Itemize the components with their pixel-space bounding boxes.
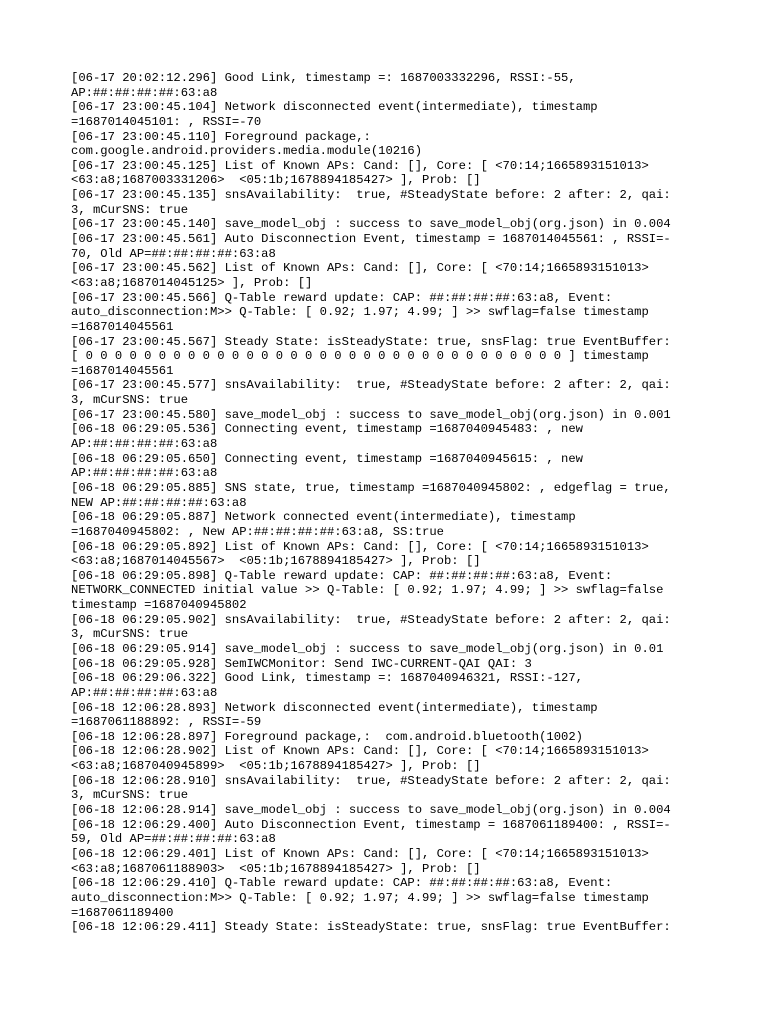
log-document — [71, 71, 711, 935]
log-line: auto_disconnection:M>> Q-Table: [ 0.92; 1.97; 4.99; ] >> swflag=false timestamp — [71, 890, 649, 905]
log-line: [06-18 12:06:28.893] Network disconnected event(intermediate), timestamp — [71, 700, 598, 715]
log-line: [06-17 23:00:45.104] Network disconnected event(intermediate), timestamp — [71, 100, 598, 115]
log-line: 3, mCurSNS: true — [71, 202, 189, 217]
log-line: 3, mCurSNS: true — [71, 627, 189, 642]
log-line: [06-18 12:06:28.910] snsAvailability: true, #SteadyState before: 2 after: 2, qai: — [71, 773, 671, 788]
log-line: [06-17 23:00:45.125] List of Known APs: Cand: [], Core: [ <70:14;1665893151013> — [71, 158, 649, 173]
log-line: [06-18 06:29:05.650] Connecting event, timestamp =1687040945615: , new — [71, 451, 583, 466]
log-line: NETWORK_CONNECTED initial value >> Q-Table: [ 0.92; 1.97; 4.99; ] >> swflag=false — [71, 583, 664, 598]
log-line: [06-17 23:00:45.135] snsAvailability: true, #SteadyState before: 2 after: 2, qai: — [71, 188, 671, 203]
log-line: <63:a8;1687061188903> <05:1b;1678894185427> ], Prob: [] — [71, 861, 481, 876]
log-line: 59, Old AP=##:##:##:##:63:a8 — [71, 832, 276, 847]
log-line: [06-18 12:06:28.897] Foreground package,: com.android.bluetooth(1002) — [71, 729, 583, 744]
log-line: [06-18 06:29:05.902] snsAvailability: true, #SteadyState before: 2 after: 2, qai: — [71, 612, 671, 627]
log-line: [06-17 23:00:45.110] Foreground package,: — [71, 129, 371, 144]
log-line: [06-18 06:29:05.914] save_model_obj : success to save_model_obj(org.json) in 0.01 — [71, 641, 664, 656]
log-line: [06-18 12:06:28.914] save_model_obj : success to save_model_obj(org.json) in 0.004 — [71, 803, 671, 818]
log-line: [06-18 12:06:28.902] List of Known APs: Cand: [], Core: [ <70:14;1665893151013> — [71, 744, 649, 759]
log-line: [ 0 0 0 0 0 0 0 0 0 0 0 0 0 0 0 0 0 0 0 0 0 0 0 0 0 0 0 0 0 0 0 0 0 ] timestamp — [71, 349, 649, 364]
log-line: [06-17 23:00:45.580] save_model_obj : success to save_model_obj(org.json) in 0.001 — [71, 407, 671, 422]
log-line: [06-18 12:06:29.401] List of Known APs: Cand: [], Core: [ <70:14;1665893151013> — [71, 846, 649, 861]
log-line: 70, Old AP=##:##:##:##:63:a8 — [71, 246, 276, 261]
log-line: timestamp =1687040945802 — [71, 598, 247, 613]
log-line: [06-17 23:00:45.567] Steady State: isSteadyState: true, snsFlag: true EventBuffer: — [71, 334, 671, 349]
log-line: =1687014045561 — [71, 363, 174, 378]
log-line: 3, mCurSNS: true — [71, 788, 189, 803]
log-line: [06-18 06:29:05.892] List of Known APs: Cand: [], Core: [ <70:14;1665893151013> — [71, 539, 649, 554]
log-line: [06-17 23:00:45.577] snsAvailability: true, #SteadyState before: 2 after: 2, qai: — [71, 378, 671, 393]
log-line: AP:##:##:##:##:63:a8 — [71, 437, 218, 452]
log-line: [06-18 12:06:29.400] Auto Disconnection Event, timestamp = 1687061189400: , RSSI=- — [71, 817, 671, 832]
log-line: <63:a8;1687014045567> <05:1b;1678894185427> ], Prob: [] — [71, 554, 481, 569]
log-line: =1687040945802: , New AP:##:##:##:##:63:a8, SS:true — [71, 524, 444, 539]
log-line: AP:##:##:##:##:63:a8 — [71, 685, 218, 700]
log-line: =1687061189400 — [71, 905, 174, 920]
log-line: [06-17 23:00:45.561] Auto Disconnection Event, timestamp = 1687014045561: , RSSI=- — [71, 232, 671, 247]
log-line: [06-18 06:29:05.887] Network connected event(intermediate), timestamp — [71, 510, 576, 525]
log-line: [06-17 23:00:45.140] save_model_obj : success to save_model_obj(org.json) in 0.004 — [71, 217, 671, 232]
log-line: AP:##:##:##:##:63:a8 — [71, 466, 218, 481]
log-line: 3, mCurSNS: true — [71, 393, 189, 408]
log-line: com.google.android.providers.media.module(10216) — [71, 144, 423, 159]
log-line: auto_disconnection:M>> Q-Table: [ 0.92; 1.97; 4.99; ] >> swflag=false timestamp — [71, 305, 649, 320]
log-line: NEW AP:##:##:##:##:63:a8 — [71, 495, 247, 510]
log-line: [06-18 12:06:29.410] Q-Table reward update: CAP: ##:##:##:##:63:a8, Event: — [71, 876, 613, 891]
log-line: [06-18 06:29:06.322] Good Link, timestamp =: 1687040946321, RSSI:-127, — [71, 671, 583, 686]
log-line: [06-17 23:00:45.562] List of Known APs: Cand: [], Core: [ <70:14;1665893151013> — [71, 261, 649, 276]
log-line: [06-18 06:29:05.536] Connecting event, timestamp =1687040945483: , new — [71, 422, 583, 437]
log-line: =1687014045561 — [71, 319, 174, 334]
log-line: [06-18 06:29:05.928] SemIWCMonitor: Send IWC-CURRENT-QAI QAI: 3 — [71, 656, 532, 671]
log-line: <63:a8;1687014045125> ], Prob: [] — [71, 275, 313, 290]
log-line: [06-18 06:29:05.885] SNS state, true, timestamp =1687040945802: , edgeflag = true, — [71, 480, 671, 495]
log-line: [06-17 20:02:12.296] Good Link, timestamp =: 1687003332296, RSSI:-55, — [71, 71, 576, 85]
log-line: AP:##:##:##:##:63:a8 — [71, 85, 218, 100]
log-line: [06-17 23:00:45.566] Q-Table reward update: CAP: ##:##:##:##:63:a8, Event: — [71, 290, 613, 305]
log-line: [06-18 06:29:05.898] Q-Table reward update: CAP: ##:##:##:##:63:a8, Event: — [71, 568, 613, 583]
log-line: <63:a8;1687040945899> <05:1b;1678894185427> ], Prob: [] — [71, 759, 481, 774]
log-line: <63:a8;1687003331206> <05:1b;1678894185427> ], Prob: [] — [71, 173, 481, 188]
log-line: [06-18 12:06:29.411] Steady State: isSteadyState: true, snsFlag: true EventBuffer: — [71, 920, 671, 935]
log-line: =1687014045101: , RSSI=-70 — [71, 114, 262, 129]
log-line: =1687061188892: , RSSI=-59 — [71, 715, 262, 730]
